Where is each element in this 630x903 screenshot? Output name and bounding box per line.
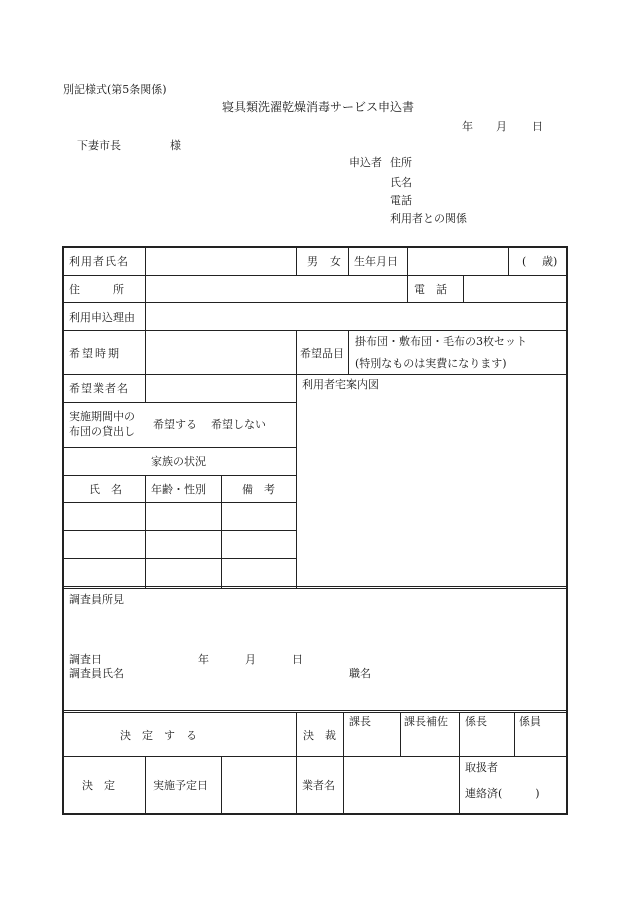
form-border-top (62, 246, 568, 248)
user-phone-field[interactable] (465, 277, 565, 301)
sex-female-option[interactable]: 女 (330, 255, 341, 268)
investigation-year-label: 年 (198, 653, 209, 666)
rule (348, 330, 349, 374)
applicant-name-label: 氏名 (390, 176, 412, 189)
date-day-label: 日 (532, 120, 543, 133)
family-remarks-cell[interactable] (222, 503, 296, 530)
addressee: 下妻市長 (77, 139, 121, 152)
contacted-label: 連絡済( ) (465, 787, 540, 800)
family-age-sex-column-header: 年齢・性別 (151, 483, 206, 496)
section-chief-label: 課長 (349, 715, 371, 728)
investigator-opinion-field[interactable] (64, 608, 566, 650)
family-status-heading: 家族の状況 (151, 455, 206, 468)
items-description: 掛布団・敷布団・毛布の3枚セット (355, 335, 527, 348)
rule (62, 756, 568, 757)
rule (62, 275, 568, 276)
rule (62, 447, 297, 448)
rule (296, 712, 297, 815)
decision-heading: 決 定 す る (120, 729, 197, 742)
section-divider (62, 586, 568, 589)
section-divider (62, 710, 568, 713)
rule (407, 248, 408, 303)
handler-label: 取扱者 (465, 761, 498, 774)
date-month-label: 月 (496, 120, 507, 133)
family-name-cell[interactable] (64, 531, 145, 558)
date-year-label: 年 (462, 120, 473, 133)
family-age-sex-cell[interactable] (146, 559, 221, 586)
family-age-sex-cell[interactable] (146, 531, 221, 558)
futon-lending-yes-option[interactable]: 希望する (153, 418, 197, 431)
rule (62, 330, 568, 331)
family-name-column-header: 氏 名 (89, 483, 122, 496)
sex-male-option[interactable]: 男 (307, 255, 318, 268)
rule (463, 275, 464, 302)
rule (348, 248, 349, 275)
investigation-date-label: 調査日 (69, 653, 102, 666)
deputy-chief-label: 課長補佐 (404, 715, 448, 728)
applicant-phone-label: 電話 (390, 194, 412, 207)
phone-label: 電 話 (414, 283, 447, 296)
desired-vendor-label: 希望業者名 (69, 382, 129, 395)
rule (62, 302, 568, 303)
rule (400, 712, 401, 756)
birthdate-label: 生年月日 (354, 255, 398, 268)
rule (62, 374, 568, 375)
reason-label: 利用申込理由 (69, 311, 135, 324)
user-name-field[interactable] (147, 249, 295, 274)
rule (145, 756, 146, 815)
items-note: (特別なものは実費になります) (355, 357, 507, 370)
age-unit-label: 歳) (542, 255, 558, 268)
decided-label: 決 定 (82, 779, 115, 792)
investigator-name-label: 調査員氏名 (69, 667, 124, 680)
birthdate-field[interactable] (409, 249, 507, 274)
family-remarks-cell[interactable] (222, 559, 296, 586)
futon-lending-label-line2: 布団の貸出し (69, 425, 135, 438)
form-border-right (566, 246, 568, 815)
desired-period-label: 希望時期 (69, 347, 121, 360)
applicant-relation-label: 利用者との関係 (390, 212, 467, 225)
scheduled-date-label: 実施予定日 (153, 779, 208, 792)
rule (459, 712, 460, 815)
rule (62, 475, 297, 476)
form-reference: 別記様式(第5条関係) (63, 83, 167, 96)
desired-vendor-field[interactable] (147, 376, 295, 401)
futon-lending-no-option[interactable]: 希望しない (211, 418, 266, 431)
rule (296, 330, 297, 588)
family-age-sex-cell[interactable] (146, 503, 221, 530)
rule (296, 248, 297, 275)
applicant-label: 申込者 (349, 156, 382, 169)
subsection-chief-label: 係長 (465, 715, 487, 728)
home-map-label: 利用者宅案内図 (302, 378, 379, 391)
age-open-paren: ( (522, 255, 527, 268)
investigation-month-label: 月 (245, 653, 256, 666)
family-name-cell[interactable] (64, 559, 145, 586)
form-title: 寝具類洗濯乾燥消毒サービス申込書 (222, 100, 415, 114)
futon-lending-label-line1: 実施期間中の (69, 410, 135, 423)
investigation-day-label: 日 (292, 653, 303, 666)
user-address-field[interactable] (147, 277, 405, 301)
form-border-bottom (62, 813, 568, 815)
vendor-name-field[interactable] (344, 758, 458, 813)
desired-period-field[interactable] (147, 332, 295, 373)
user-name-label: 利用者氏名 (69, 255, 129, 268)
rule (508, 248, 509, 275)
rule (145, 248, 146, 402)
staff-label: 係員 (519, 715, 541, 728)
family-name-cell[interactable] (64, 503, 145, 530)
home-map-area[interactable] (298, 392, 565, 585)
rule (62, 402, 297, 403)
addressee-honorific: 様 (170, 139, 181, 152)
desired-items-label: 希望品目 (300, 347, 344, 360)
rule (514, 712, 515, 756)
reason-field[interactable] (147, 304, 565, 329)
applicant-address-label: 住所 (390, 156, 412, 169)
family-remarks-column-header: 備 考 (242, 483, 275, 496)
family-remarks-cell[interactable] (222, 531, 296, 558)
vendor-name-label: 業者名 (302, 779, 335, 792)
address-label: 住 所 (69, 283, 124, 296)
investigator-opinion-label: 調査員所見 (69, 593, 124, 606)
job-title-label: 職名 (349, 667, 371, 680)
approval-label: 決 裁 (303, 729, 336, 742)
scheduled-date-field[interactable] (222, 758, 296, 813)
